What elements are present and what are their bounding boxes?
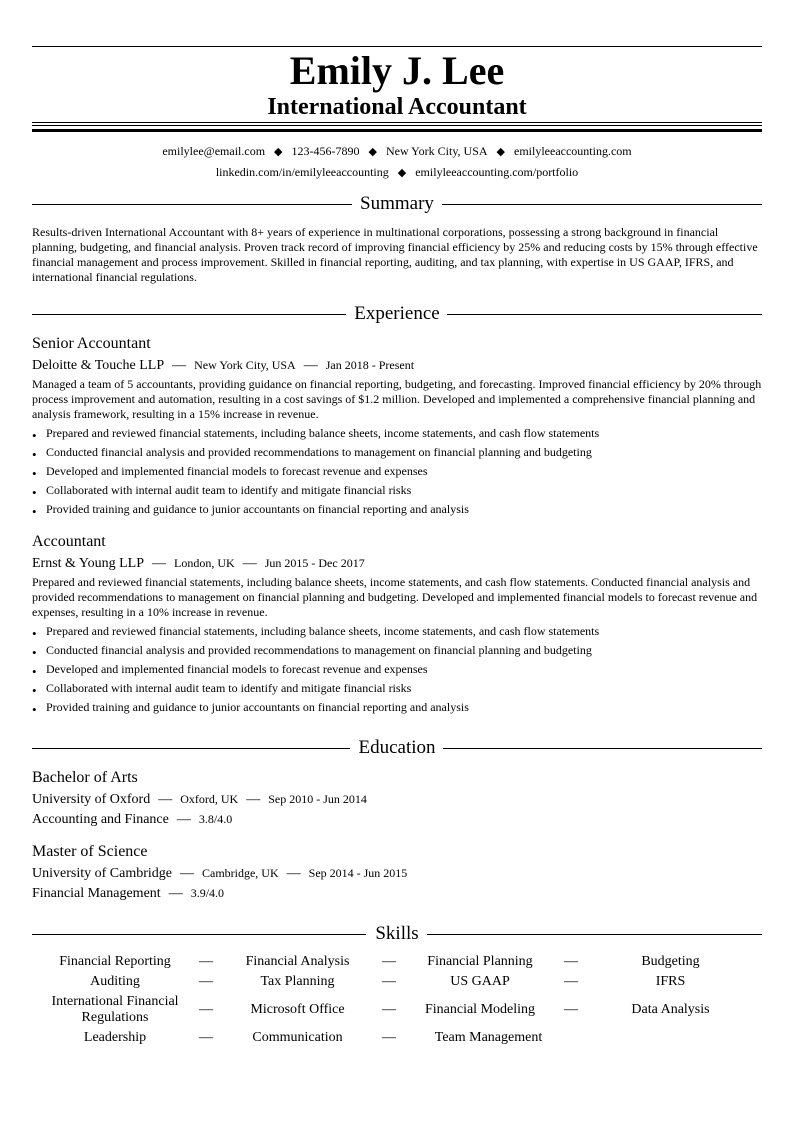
dash-separator: — <box>564 954 578 969</box>
dash-separator: — <box>303 358 318 373</box>
section-title: Experience <box>354 303 440 324</box>
portfolio-link[interactable]: emilyleeaccounting.com/portfolio <box>415 165 579 179</box>
school-dates: Sep 2014 - Jun 2015 <box>308 866 408 880</box>
school-name: University of Cambridge <box>32 866 172 881</box>
section-title: Education <box>358 737 436 758</box>
summary-heading <box>32 193 762 215</box>
dash-separator: — <box>199 1030 213 1045</box>
degree-title: Master of Science <box>32 843 148 860</box>
dash-separator: — <box>382 1030 396 1045</box>
skill-item: Auditing <box>90 974 140 989</box>
list-item: • Collaborated with internal audit team to identify and mitigate financial risks <box>32 483 412 500</box>
skills-row <box>32 970 762 990</box>
school-name: University of Oxford <box>32 792 151 807</box>
section-title: Summary <box>360 193 434 214</box>
field-meta <box>32 884 224 903</box>
dash-separator: — <box>286 866 301 881</box>
dash-separator: — <box>158 792 173 807</box>
company-name: Ernst & Young LLP <box>32 556 145 571</box>
list-item: • Collaborated with internal audit team to identify and mitigate financial risks <box>32 681 412 698</box>
dash-separator: — <box>199 1002 213 1017</box>
job-description: Prepared and reviewed financial statements, including balance sheets, income statements, and cash flow statements. Conducted financial analysis and provided recommendations to management on financial planning and budgeting. Developed and implemented financial models to forecast revenue and expenses, resulting in a 10% increase in revenue. <box>32 575 758 619</box>
school-dates: Sep 2010 - Jun 2014 <box>268 792 367 806</box>
job-title: Accountant <box>32 533 106 550</box>
skill-item: Financial Planning <box>427 954 533 969</box>
job-meta <box>32 554 365 573</box>
dash-separator: — <box>382 954 396 969</box>
dash-separator: — <box>199 954 213 969</box>
skill-item: Team Management <box>434 1030 543 1045</box>
skills-grid <box>32 950 762 1046</box>
header-rule <box>32 125 762 126</box>
job-bullets <box>32 426 762 521</box>
skills-heading <box>32 923 762 945</box>
dash-separator: — <box>382 1002 396 1017</box>
list-item: • Developed and implemented financial models to forecast revenue and expenses <box>32 662 428 679</box>
job-location: London, UK <box>174 556 235 570</box>
list-item: • Conducted financial analysis and provided recommendations to management on financial planning and budgeting <box>32 445 592 462</box>
skills-row <box>32 950 762 970</box>
job-meta <box>32 356 414 375</box>
linkedin-link[interactable]: linkedin.com/in/emilyleeaccounting <box>215 165 389 179</box>
diamond-separator: ◆ <box>397 167 407 179</box>
section-title: Skills <box>375 923 419 944</box>
skill-item: Financial Reporting <box>59 954 171 969</box>
bullet-icon: • <box>32 664 37 679</box>
bullet-icon: • <box>32 645 37 660</box>
list-item: • Prepared and reviewed financial statements, including balance sheets, income statements, and cash flow statements <box>32 426 600 443</box>
list-item: • Provided training and guidance to junior accountants on financial reporting and analysis <box>32 700 469 717</box>
bullet-icon: • <box>32 626 37 641</box>
diamond-separator: ◆ <box>274 146 283 158</box>
dash-separator: — <box>179 866 194 881</box>
degree-title: Bachelor of Arts <box>32 769 138 786</box>
skill-item: International Financial Regulations <box>51 994 179 1025</box>
bullet-icon: • <box>32 683 37 698</box>
job-bullets <box>32 624 762 719</box>
candidate-title: International Accountant <box>267 94 527 120</box>
list-item: • Prepared and reviewed financial statements, including balance sheets, income statements, and cash flow statements <box>32 624 600 641</box>
skill-item: Financial Modeling <box>424 1002 536 1017</box>
header-rule <box>32 122 762 123</box>
skill-item: Communication <box>252 1030 343 1045</box>
school-meta <box>32 864 407 883</box>
top-rule <box>32 46 762 47</box>
dash-separator: — <box>172 358 187 373</box>
bullet-icon: • <box>32 702 37 717</box>
field-meta <box>32 810 232 829</box>
job-title: Senior Accountant <box>32 335 151 352</box>
skill-item: US GAAP <box>450 974 510 989</box>
school-location: Oxford, UK <box>180 792 239 806</box>
bullet-icon: • <box>32 485 37 500</box>
job-location: New York City, USA <box>194 358 296 372</box>
list-item: • Developed and implemented financial models to forecast revenue and expenses <box>32 464 428 481</box>
job-dates: Jun 2015 - Dec 2017 <box>264 556 365 570</box>
skill-item: Microsoft Office <box>250 1002 345 1017</box>
skill-item: Budgeting <box>641 954 700 969</box>
dash-separator: — <box>564 974 578 989</box>
skill-item: Data Analysis <box>631 1002 710 1017</box>
bullet-icon: • <box>32 466 37 481</box>
skills-row <box>32 990 762 1026</box>
company-name: Deloitte & Touche LLP <box>32 358 165 373</box>
dash-separator: — <box>382 974 396 989</box>
education-heading <box>32 737 762 759</box>
job-description: Managed a team of 5 accountants, providing guidance on financial reporting, budgeting, and forecasting. Improved financial efficiency by 20% through process improvement and automation, resulting in a cost savings of $1.2 million. Developed and implemented a comprehensive financial planning and analysis framework, resulting in a 15% increase in revenue. <box>32 377 762 421</box>
contact-line-1 <box>32 143 762 160</box>
field-of-study: Financial Management <box>32 886 161 901</box>
school-location: Cambridge, UK <box>201 866 279 880</box>
field-of-study: Accounting and Finance <box>32 812 169 827</box>
website-link[interactable]: emilyleeaccounting.com <box>514 144 632 158</box>
location-text: New York City, USA <box>385 144 488 158</box>
summary-text: Results-driven International Accountant with 8+ years of experience in multinational corporations, possessing a strong background in financial planning, budgeting, and financial analysis. Proven track record of improving financial efficiency by 25% and reducing costs by 15% through effective financial management and process improvement. Skilled in financial reporting, auditing, and tax planning, with expertise in US GAAP, IFRS, and international financial regulations. <box>32 225 758 284</box>
list-item: • Conducted financial analysis and provided recommendations to management on financial planning and budgeting <box>32 643 592 660</box>
phone-text: 123-456-7890 <box>291 144 360 158</box>
skill-item: Leadership <box>83 1030 147 1045</box>
skills-row <box>32 1026 762 1046</box>
candidate-name: Emily J. Lee <box>289 48 505 93</box>
experience-heading <box>32 303 762 325</box>
gpa: 3.9/4.0 <box>190 886 225 900</box>
dash-separator: — <box>176 812 191 827</box>
bullet-icon: • <box>32 428 37 443</box>
bullet-icon: • <box>32 447 37 462</box>
job-dates: Jan 2018 - Present <box>325 358 415 372</box>
skill-item: IFRS <box>655 974 686 989</box>
dash-separator: — <box>242 556 257 571</box>
dash-separator: — <box>564 1002 578 1017</box>
gpa: 3.8/4.0 <box>198 812 233 826</box>
skill-item: Financial Analysis <box>245 954 350 969</box>
dash-separator: — <box>199 974 213 989</box>
contact-line-2 <box>32 164 762 181</box>
email-link[interactable]: emilylee@email.com <box>162 144 266 158</box>
list-item: • Provided training and guidance to junior accountants on financial reporting and analysis <box>32 502 469 519</box>
diamond-separator: ◆ <box>496 146 506 158</box>
bullet-icon: • <box>32 504 37 519</box>
skill-item: Tax Planning <box>260 974 335 989</box>
dash-separator: — <box>168 886 183 901</box>
diamond-separator: ◆ <box>368 146 377 158</box>
school-meta <box>32 790 367 809</box>
header-rule-thick <box>32 129 762 132</box>
dash-separator: — <box>152 556 167 571</box>
dash-separator: — <box>246 792 261 807</box>
